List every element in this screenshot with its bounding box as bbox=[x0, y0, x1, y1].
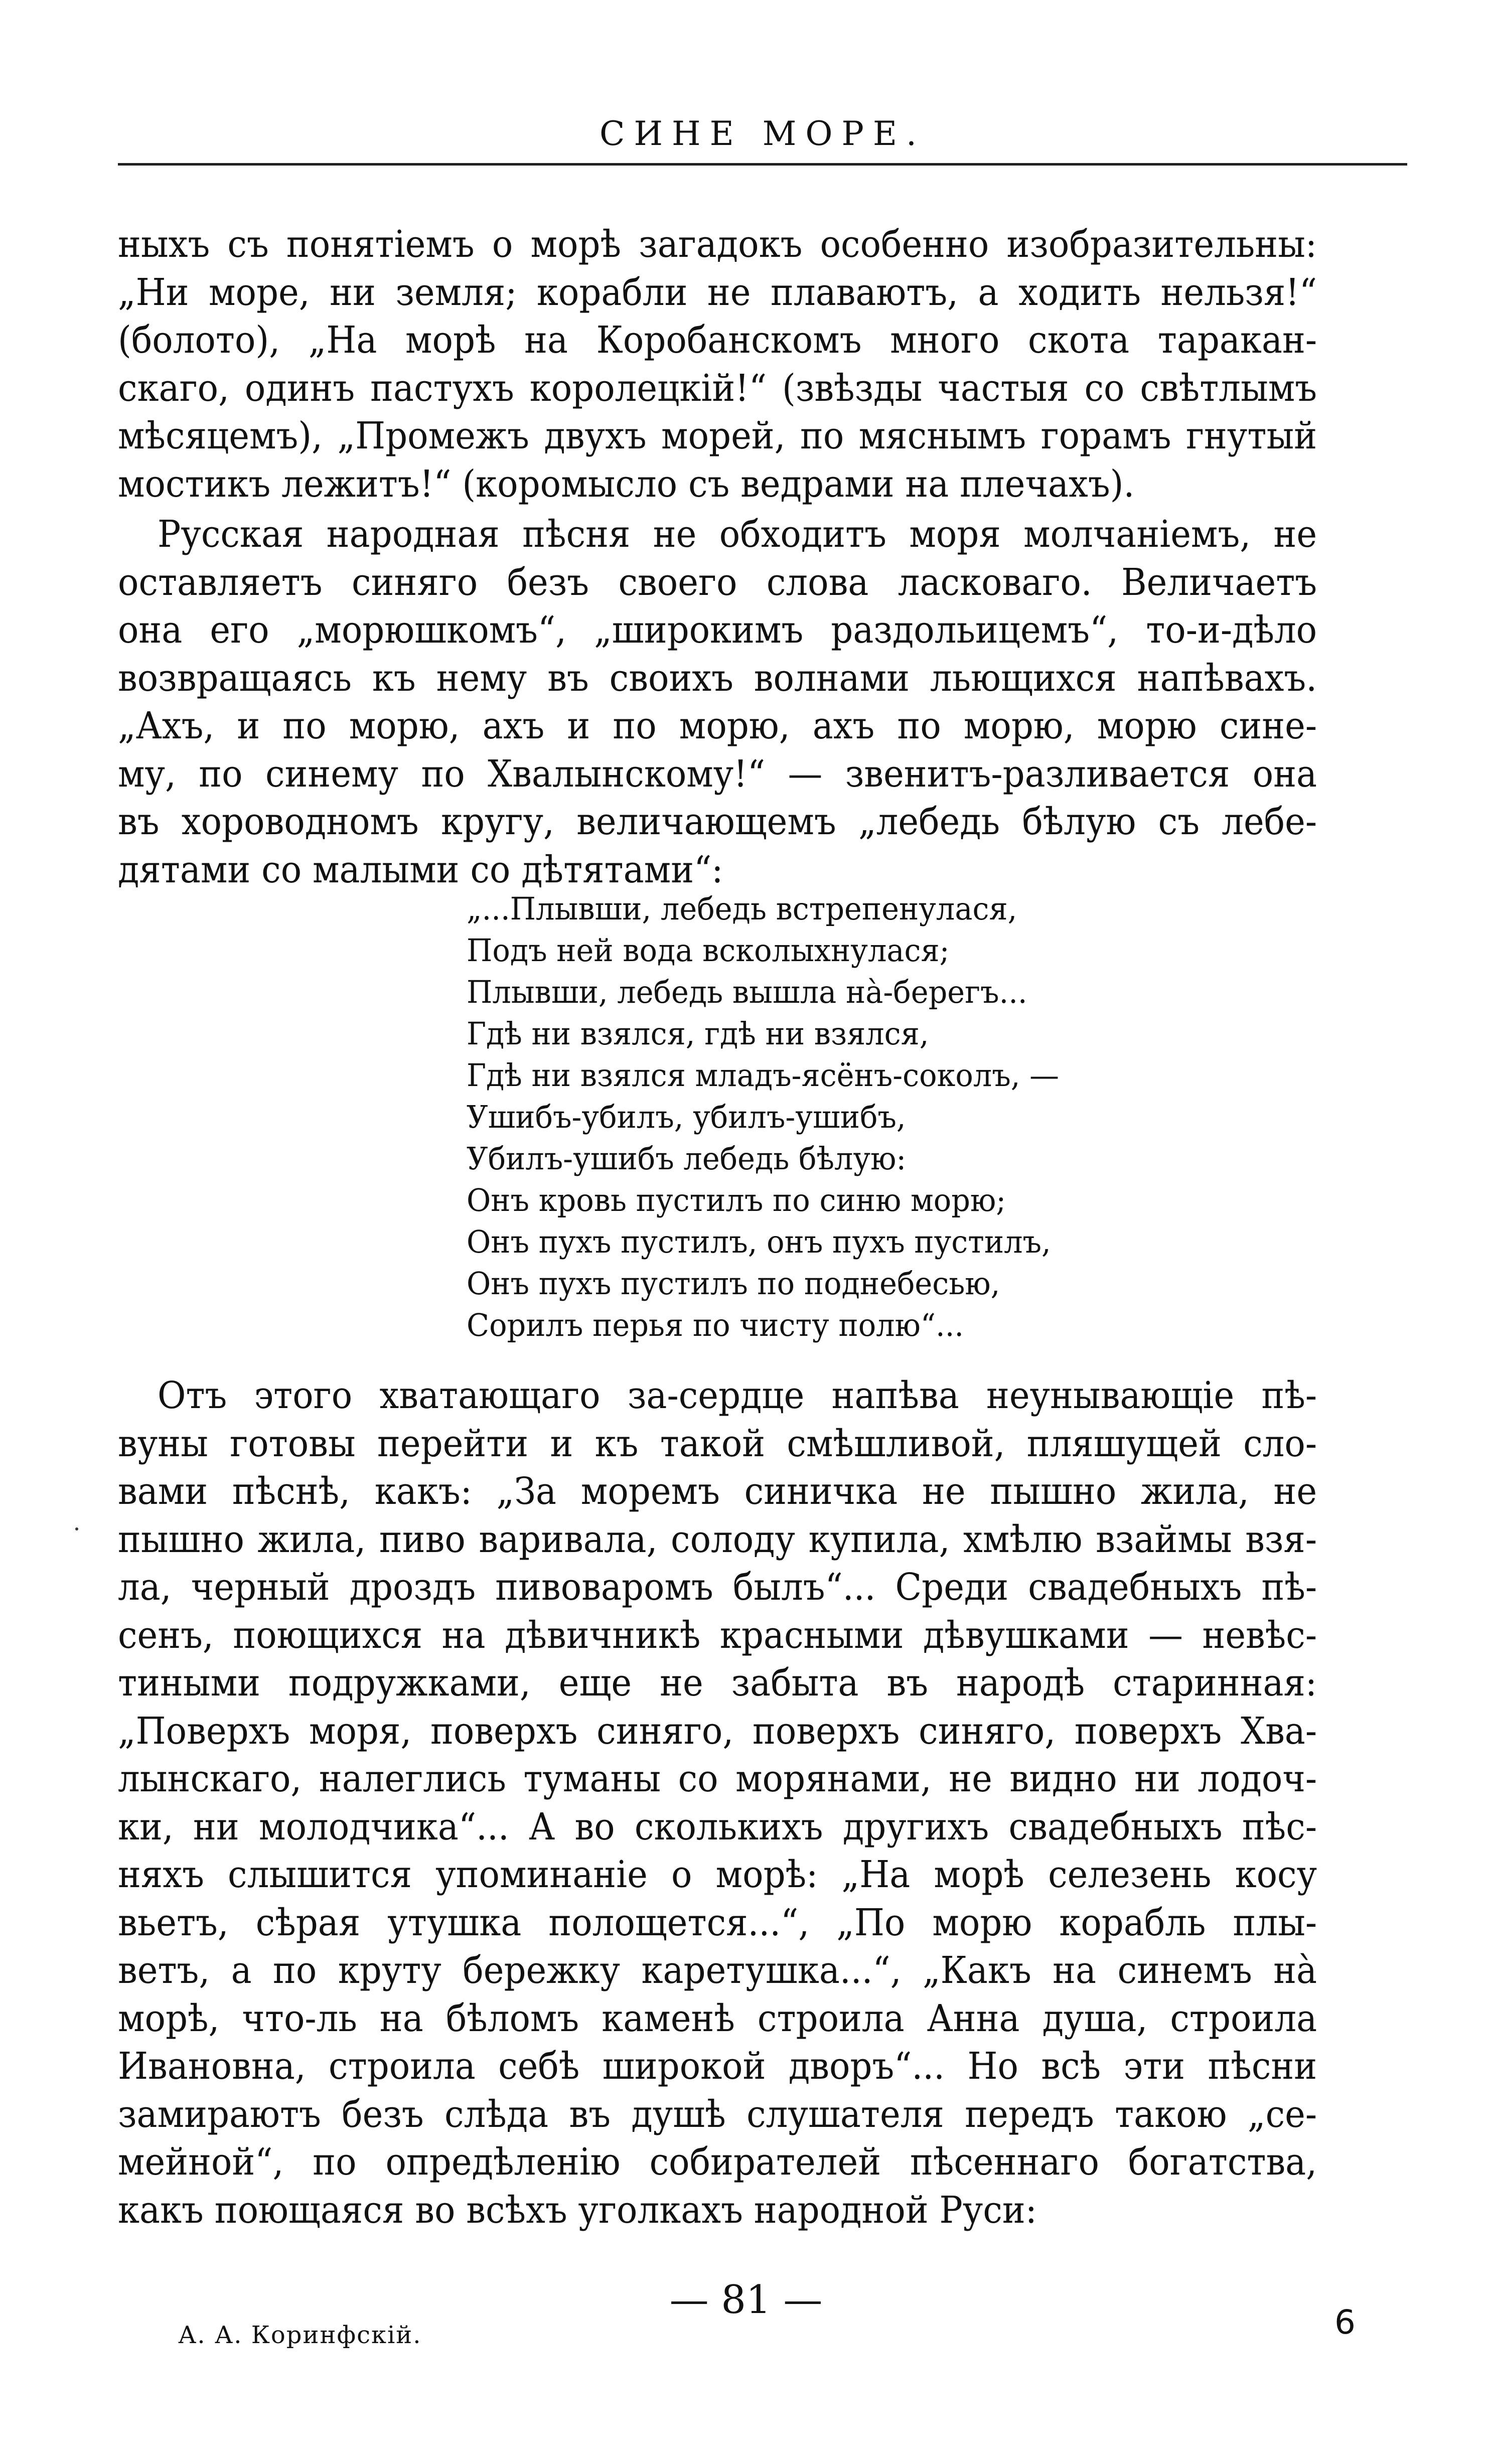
text-line: вьетъ, сѣрая утушка полощется...“, „По морю корабль плы- bbox=[118, 1901, 1317, 1944]
text-line: дятами со малыми со дѣтятами“: bbox=[118, 848, 723, 891]
text-line: возвращаясь къ нему въ своихъ волнами льющихся напѣвахъ. bbox=[118, 656, 1317, 700]
text-line: Русская народная пѣсня не обходитъ моря молчаніемъ, не bbox=[158, 513, 1317, 556]
verse-line: Сорилъ перья по чисту полю“... bbox=[467, 1307, 964, 1343]
text-line: „Поверхъ моря, поверхъ синяго, поверхъ синяго, поверхъ Хва- bbox=[118, 1709, 1317, 1753]
running-header: СИНЕ МОРЕ. bbox=[599, 114, 926, 153]
text-line: вуны готовы перейти и къ такой смѣшливой, пляшущей сло- bbox=[118, 1422, 1317, 1465]
verse-line: Плывши, лебедь вышла нà-берегъ... bbox=[467, 974, 1027, 1010]
text-line: мѣсяцемъ), „Промежъ двухъ морей, по мяснымъ горамъ гнутый bbox=[118, 414, 1317, 457]
text-line: мостикъ лежитъ!“ (коромысло съ ведрами на плечахъ). bbox=[118, 462, 1135, 506]
text-line: му, по синему по Хвалынскому!“ — звенитъ-разливается она bbox=[118, 752, 1317, 796]
print-speck bbox=[75, 1527, 78, 1530]
paragraph-3 bbox=[118, 1372, 1317, 2234]
text-line: мейной“, по опредѣленію собирателей пѣсеннаго богатства, bbox=[118, 2140, 1317, 2184]
text-line: „Ахъ, и по морю, ахъ и по морю, ахъ по морю, морю сине- bbox=[118, 704, 1317, 747]
verse-line: Подъ ней вода всколыхнулася; bbox=[467, 932, 950, 969]
text-line: Отъ этого хватающаго за-сердце напѣва неунывающіе пѣ- bbox=[158, 1374, 1317, 1417]
verse-line: Убилъ-ушибъ лебедь бѣлую: bbox=[467, 1140, 907, 1177]
text-line: ла, черный дроздъ пивоваромъ былъ“... Среди свадебныхъ пѣ- bbox=[118, 1566, 1317, 1609]
paragraph-2 bbox=[118, 511, 1317, 894]
header-rule bbox=[118, 163, 1407, 166]
text-line: пышно жила, пиво варивала, солоду купила, хмѣлю взаймы взя- bbox=[118, 1517, 1317, 1561]
text-line: скаго, одинъ пастухъ королецкій!“ (звѣзды частыя со свѣтлымъ bbox=[118, 366, 1317, 410]
text-line: сенъ, поющихся на дѣвичникѣ красными дѣвушками — невѣс- bbox=[118, 1613, 1317, 1657]
verse-line: Онъ пухъ пустилъ, онъ пухъ пустилъ, bbox=[467, 1223, 1051, 1260]
author-signature: А. А. Коринфскій. bbox=[178, 2321, 422, 2349]
text-line: замираютъ безъ слѣда въ душѣ слушателя передъ такою „се- bbox=[118, 2092, 1317, 2136]
text-line: няхъ слышится упоминаніе о морѣ: „На морѣ селезень косу bbox=[118, 1853, 1317, 1896]
text-line: какъ поющаяся во всѣхъ уголкахъ народной Руси: bbox=[118, 2188, 1037, 2232]
page-number: — 81 — bbox=[669, 2277, 823, 2323]
text-line: ныхъ съ понятіемъ о морѣ загадокъ особенно изобразительны: bbox=[118, 223, 1317, 266]
sheet-signature: 6 bbox=[1334, 2303, 1356, 2342]
text-line: ки, ни молодчика“... А во сколькихъ другихъ свадебныхъ пѣс- bbox=[118, 1805, 1317, 1849]
text-line: лынскаго, налеглись туманы со морянами, не видно ни лодоч- bbox=[118, 1757, 1317, 1800]
verse-line: Гдѣ ни взялся, гдѣ ни взялся, bbox=[467, 1015, 929, 1052]
text-line: она его „морюшкомъ“, „широкимъ раздольицемъ“, то-и-дѣло bbox=[118, 608, 1317, 652]
verse-line: Онъ кровь пустилъ по синю морю; bbox=[467, 1182, 1006, 1218]
text-line: вами пѣснѣ, какъ: „За моремъ синичка не пышно жила, не bbox=[118, 1470, 1317, 1513]
text-line: Ивановна, строила себѣ широкой дворъ“... Но всѣ эти пѣсни bbox=[118, 2045, 1317, 2088]
paragraph-1 bbox=[118, 221, 1317, 508]
verse-line: „...Плывши, лебедь встрепенулася, bbox=[467, 890, 1017, 927]
poem-quotation bbox=[467, 888, 1059, 1346]
verse-line: Онъ пухъ пустилъ по поднебесью, bbox=[467, 1265, 1000, 1302]
text-line: тиными подружками, еще не забыта въ народѣ старинная: bbox=[118, 1661, 1317, 1705]
text-line: ветъ, а по круту бережку каретушка...“, „Какъ на синемъ нà bbox=[118, 1949, 1317, 1992]
text-line: (болото), „На морѣ на Коробанскомъ много скота таракан- bbox=[118, 319, 1317, 362]
verse-line: Ушибъ-убилъ, убилъ-ушибъ, bbox=[467, 1099, 906, 1135]
verse-line: Гдѣ ни взялся младъ-ясёнъ-соколъ, — bbox=[467, 1057, 1060, 1094]
text-line: оставляетъ синяго безъ своего слова ласковаго. Величаетъ bbox=[118, 560, 1317, 604]
text-line: морѣ, что-ль на бѣломъ каменѣ строила Анна душа, строила bbox=[118, 1996, 1317, 2040]
text-line: въ хороводномъ кругу, величающемъ „лебедь бѣлую съ лебе- bbox=[118, 800, 1317, 843]
text-line: „Ни море, ни земля; корабли не плаваютъ, а ходить нельзя!“ bbox=[118, 270, 1317, 314]
